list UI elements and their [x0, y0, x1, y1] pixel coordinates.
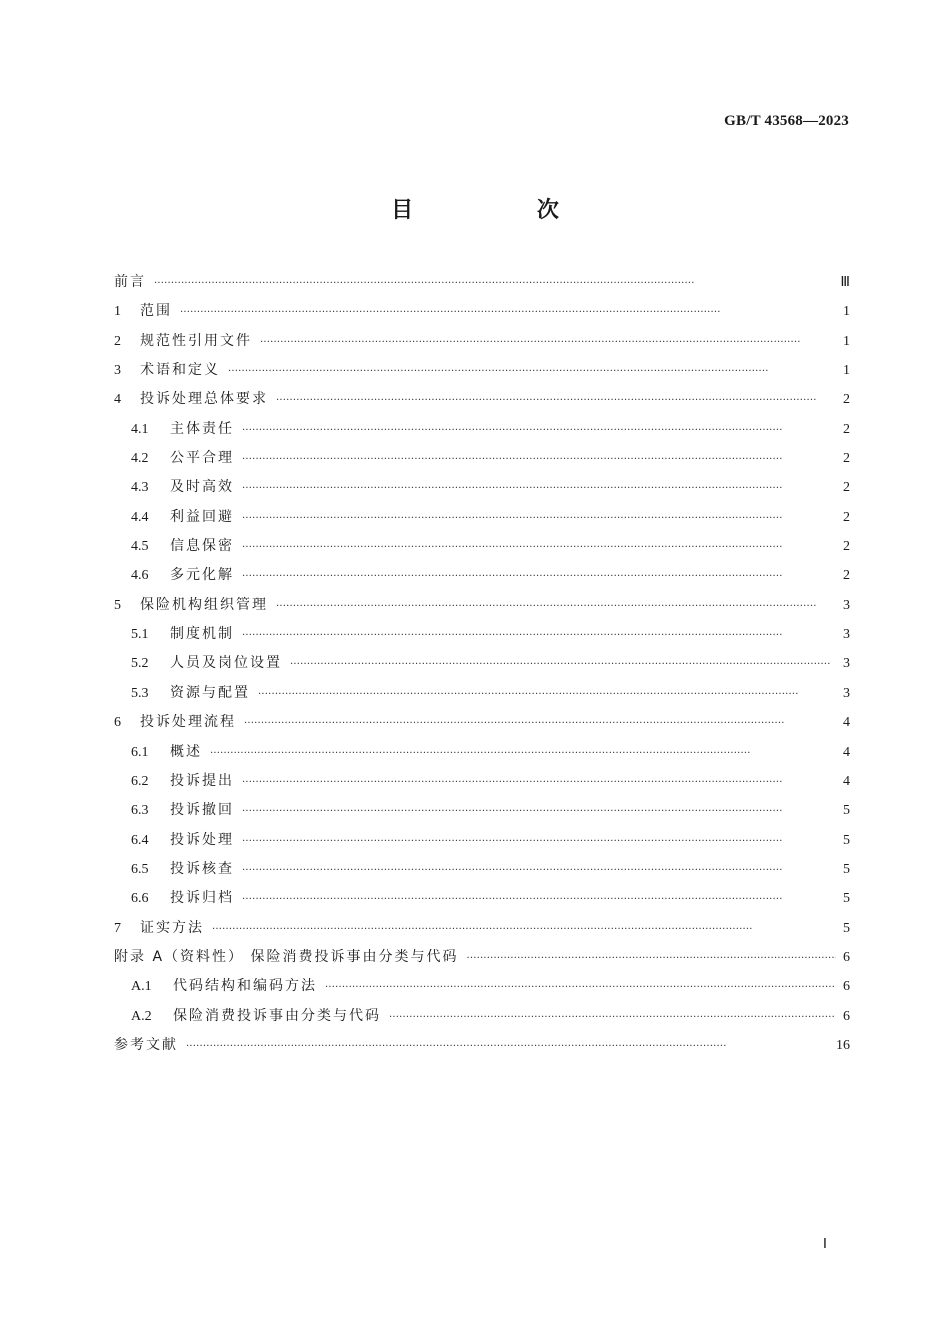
toc-leader-dots — [290, 650, 836, 679]
toc-entry-number: 6.3 — [131, 803, 149, 819]
toc-entry-label: 范围 — [140, 303, 172, 320]
toc-entry[interactable] — [114, 385, 850, 414]
toc-leader-dots — [244, 709, 836, 738]
toc-entry-page: 5 — [843, 920, 850, 936]
toc-entry-page: 1 — [843, 363, 850, 379]
toc-entry[interactable] — [114, 532, 850, 561]
toc-leader-dots — [276, 592, 836, 621]
toc-entry-label: 投诉处理 — [170, 831, 234, 848]
toc-entry[interactable] — [114, 972, 850, 1001]
toc-entry[interactable] — [114, 415, 850, 444]
toc-entry-label: 术语和定义 — [140, 362, 220, 379]
toc-entry[interactable] — [114, 268, 850, 297]
toc-entry-label: 参考文献 — [114, 1036, 178, 1053]
toc-entry-page: 2 — [843, 451, 850, 467]
toc-entry-label: 利益回避 — [170, 508, 234, 525]
toc-entry-number: 6.6 — [131, 891, 149, 907]
toc-leader-dots — [242, 416, 836, 445]
toc-entry[interactable] — [114, 1002, 850, 1031]
toc-entry-number: 1 — [114, 304, 121, 320]
toc-entry-number: 6.5 — [131, 861, 149, 877]
toc-entry-label: 规范性引用文件 — [140, 332, 252, 349]
toc-leader-dots — [180, 298, 836, 327]
toc-entry-number: 4 — [114, 392, 121, 408]
toc-entry[interactable] — [114, 679, 850, 708]
toc-entry-label: 投诉处理总体要求 — [140, 391, 268, 408]
toc-entry-page: 2 — [843, 509, 850, 525]
toc-entry-number: 4.3 — [131, 480, 149, 496]
toc-entry-page: 5 — [843, 803, 850, 819]
toc-leader-dots — [242, 768, 836, 797]
toc-entry-number: A.1 — [131, 979, 152, 995]
toc-entry[interactable] — [114, 473, 850, 502]
toc-entry[interactable] — [114, 444, 850, 473]
toc-entry-number: 6 — [114, 715, 121, 731]
toc-entry-label: 投诉撤回 — [170, 802, 234, 819]
toc-entry[interactable] — [114, 327, 850, 356]
toc-entry-label: 保险机构组织管理 — [140, 596, 268, 613]
toc-entry[interactable] — [114, 708, 850, 737]
toc-entry-label: 投诉处理流程 — [140, 714, 236, 731]
toc-entry-page: 6 — [843, 979, 850, 995]
toc-leader-dots — [242, 474, 836, 503]
toc-entry[interactable] — [114, 855, 850, 884]
toc-entry-page: 2 — [843, 568, 850, 584]
toc-entry[interactable] — [114, 796, 850, 825]
toc-leader-dots — [242, 562, 836, 591]
toc-entry-page: 2 — [843, 392, 850, 408]
toc-entry[interactable] — [114, 943, 850, 972]
toc-entry-page: 4 — [843, 715, 850, 731]
toc-leader-dots — [242, 445, 836, 474]
toc-entry-label: 保险消费投诉事由分类与代码 — [173, 1007, 381, 1024]
toc-entry-page: 4 — [843, 773, 850, 789]
toc-entry-number: 4.4 — [131, 509, 149, 525]
toc-entry-number: 6.4 — [131, 832, 149, 848]
toc-entry-number: 5.1 — [131, 627, 149, 643]
toc-entry-label: 证实方法 — [140, 919, 204, 936]
toc-leader-dots — [212, 915, 836, 944]
toc-leader-dots — [389, 1003, 836, 1032]
toc-leader-dots — [242, 504, 836, 533]
toc-entry-label: 信息保密 — [170, 538, 234, 555]
toc-entry[interactable] — [114, 738, 850, 767]
toc-entry[interactable] — [114, 503, 850, 532]
toc-leader-dots — [210, 739, 836, 768]
toc-leader-dots — [154, 269, 834, 298]
toc-entry-page: 4 — [843, 744, 850, 760]
toc-entry-number: 5.2 — [131, 656, 149, 672]
toc-leader-dots — [260, 328, 836, 357]
toc-entry-page: 2 — [843, 421, 850, 437]
toc-entry[interactable] — [114, 767, 850, 796]
toc-entry-number: 2 — [114, 333, 121, 349]
toc-entry-label: 投诉核查 — [170, 860, 234, 877]
toc-entry[interactable] — [114, 649, 850, 678]
standard-number: GB/T 43568—2023 — [724, 113, 849, 129]
toc-entry-number: 4.6 — [131, 568, 149, 584]
toc-entry[interactable] — [114, 826, 850, 855]
toc-entry-number: 7 — [114, 920, 121, 936]
toc-entry-page: 2 — [843, 539, 850, 555]
toc-leader-dots — [242, 827, 836, 856]
toc-entry[interactable] — [114, 1031, 850, 1060]
toc-entry-label: 人员及岗位设置 — [170, 655, 282, 672]
toc-entry-label: 制度机制 — [170, 626, 234, 643]
toc-entry-page: 1 — [843, 304, 850, 320]
footer-page-number: Ⅰ — [822, 1237, 827, 1252]
page-title: 目 次 — [391, 198, 617, 223]
toc-entry-label: 资源与配置 — [170, 684, 250, 701]
toc-entry-page: 2 — [843, 480, 850, 496]
toc-entry-page: 3 — [843, 656, 850, 672]
toc-entry-label: 投诉提出 — [170, 772, 234, 789]
toc-entry-label: 主体责任 — [170, 420, 234, 437]
toc-entry-number: 4.2 — [131, 451, 149, 467]
toc-entry-label: 概述 — [170, 743, 202, 760]
toc-leader-dots — [242, 797, 836, 826]
toc-leader-dots — [258, 680, 836, 709]
toc-entry[interactable] — [114, 914, 850, 943]
toc-entry[interactable] — [114, 884, 850, 913]
table-of-contents — [114, 268, 850, 1060]
toc-entry-label: 公平合理 — [170, 450, 234, 467]
toc-entry-page: 5 — [843, 891, 850, 907]
toc-entry-number: 4.1 — [131, 421, 149, 437]
toc-entry-number: 5.3 — [131, 685, 149, 701]
toc-entry-label: 附录 A（资料性） 保险消费投诉事由分类与代码 — [114, 948, 459, 965]
toc-leader-dots — [276, 386, 836, 415]
toc-entry[interactable] — [114, 356, 850, 385]
toc-leader-dots — [228, 357, 836, 386]
toc-entry-number: 6.2 — [131, 773, 149, 789]
toc-entry-label: 前言 — [114, 274, 146, 290]
toc-entry-page: 3 — [843, 627, 850, 643]
toc-entry[interactable] — [114, 620, 850, 649]
toc-entry-page: 16 — [836, 1037, 850, 1053]
toc-entry[interactable] — [114, 297, 850, 326]
toc-entry-page: 6 — [843, 949, 850, 965]
toc-leader-dots — [242, 856, 836, 885]
toc-entry-page: 5 — [843, 832, 850, 848]
toc-entry-label: 投诉归档 — [170, 890, 234, 907]
toc-entry-label: 及时高效 — [170, 479, 234, 496]
toc-leader-dots — [325, 973, 836, 1002]
toc-entry-page: Ⅲ — [840, 275, 850, 290]
toc-entry-number: 3 — [114, 363, 121, 379]
toc-entry-page: 1 — [843, 333, 850, 349]
toc-leader-dots — [242, 885, 836, 914]
toc-entry-page: 3 — [843, 597, 850, 613]
toc-entry-number: 6.1 — [131, 744, 149, 760]
toc-entry-number: A.2 — [131, 1008, 152, 1024]
toc-leader-dots — [242, 621, 836, 650]
toc-entry-page: 3 — [843, 685, 850, 701]
toc-entry[interactable] — [114, 591, 850, 620]
toc-entry[interactable] — [114, 561, 850, 590]
toc-entry-number: 4.5 — [131, 539, 149, 555]
toc-entry-label: 代码结构和编码方法 — [173, 978, 317, 995]
toc-entry-label: 多元化解 — [170, 567, 234, 584]
toc-leader-dots — [186, 1032, 830, 1061]
toc-entry-page: 6 — [843, 1008, 850, 1024]
toc-leader-dots — [242, 533, 836, 562]
toc-entry-page: 5 — [843, 861, 850, 877]
toc-entry-number: 5 — [114, 597, 121, 613]
toc-leader-dots — [466, 944, 836, 973]
